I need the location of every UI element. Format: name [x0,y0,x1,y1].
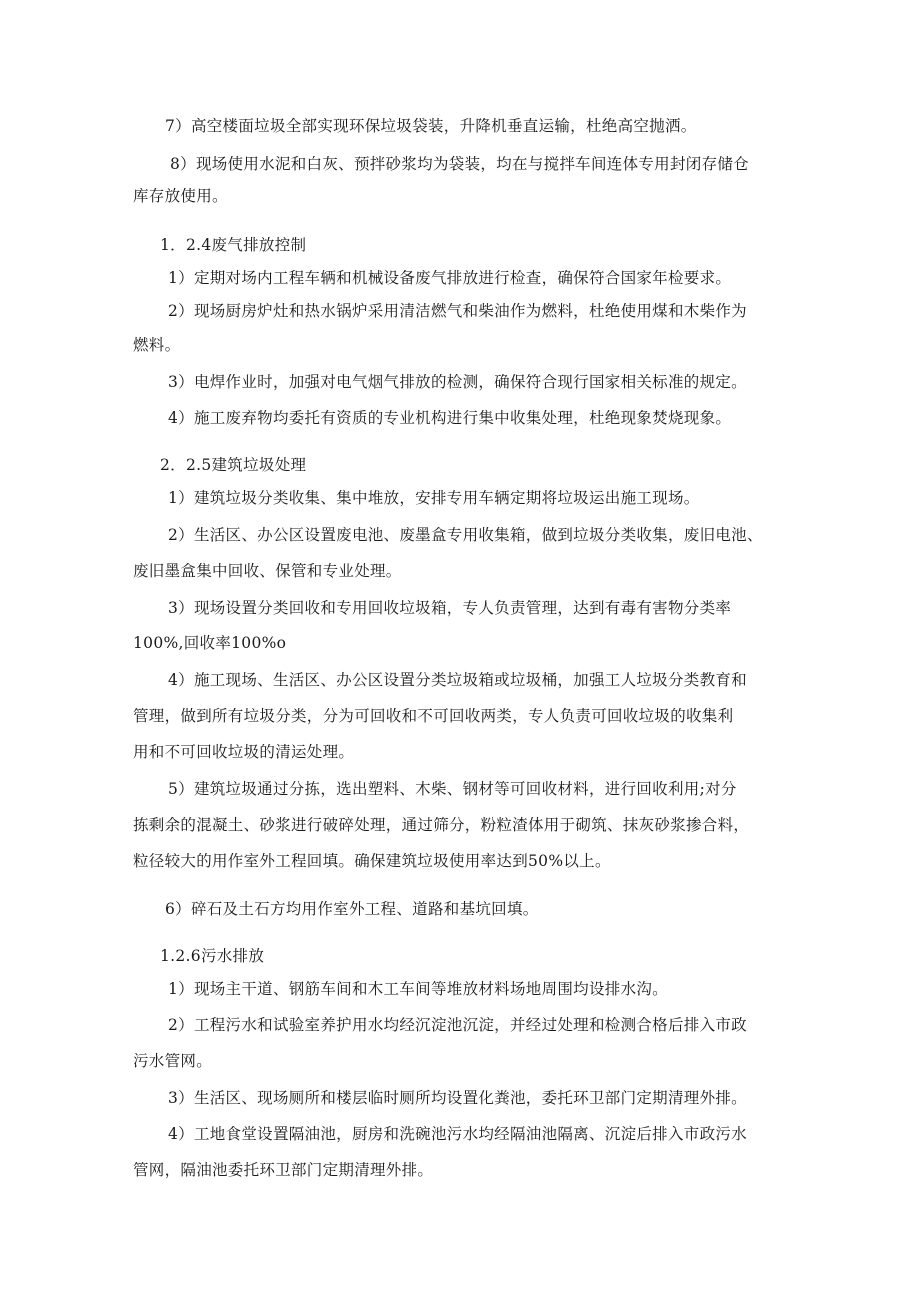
text-line: 8）现场使用水泥和白灰、预拌砂浆均为袋装，均在与搅拌车间连体专用封闭存储仓 [170,155,749,173]
section-heading: 1．2.4废气排放控制 [160,236,307,254]
section-heading: 2．2.5建筑垃圾处理 [160,456,307,474]
text-line: 粒径较大的用作室外工程回填。确保建筑垃圾使用率达到50%以上。 [133,852,611,870]
text-line: 燃料。 [133,336,181,354]
text-line: 6）碎石及土石方均用作室外工程、道路和基坑回填。 [165,900,539,918]
text-line: 2）生活区、办公区设置废电池、废墨盒专用收集箱，做到垃圾分类收集，废旧电池、 [168,526,763,544]
text-line: 污水管网。 [133,1052,213,1070]
text-line: 拣剩余的混凝土、砂浆进行破碎处理，通过筛分，粉粒渣体用于砌筑、抹灰砂浆掺合料， [133,816,750,834]
text-line: 3）电焊作业时，加强对电气烟气排放的检测，确保符合现行国家相关标准的规定。 [168,373,747,391]
section-heading: 1.2.6污水排放 [160,947,265,965]
text-line: 5）建筑垃圾通过分拣，选出塑料、木柴、钢材等可回收材料，进行回收利用;对分 [168,780,737,798]
text-line: 2）现场厨房炉灶和热水锅炉采用清洁燃气和柴油作为燃料，杜绝使用煤和木柴作为 [168,302,747,320]
text-line: 废旧墨盒集中回收、保管和专业处理。 [133,562,402,580]
text-line: 7）高空楼面垃圾全部实现环保垃圾袋装，升降机垂直运输，杜绝高空抛洒。 [165,117,697,135]
text-line: 3）生活区、现场厕所和楼层临时厕所均设置化粪池，委托环卫部门定期清理外排。 [168,1089,747,1107]
text-line: 管网，隔油池委托环卫部门定期清理外排。 [133,1161,434,1179]
text-line: 1）建筑垃圾分类收集、集中堆放，安排专用车辆定期将垃圾运出施工现场。 [168,489,700,507]
text-line: 用和不可回收垃圾的清运处理。 [133,743,355,761]
text-line: 4）施工废弃物均委托有资质的专业机构进行集中收集处理，杜绝现象焚烧现象。 [168,409,732,427]
text-line: 1）定期对场内工程车辆和机械设备废气排放进行检查，确保符合国家年检要求。 [168,269,732,287]
text-line: 3）现场设置分类回收和专用回收垃圾箱，专人负责管理，达到有毒有害物分类率 [168,599,732,617]
text-line: 2）工程污水和试验室养护用水均经沉淀池沉淀，并经过处理和检测合格后排入市政 [168,1016,747,1034]
text-line: 4）工地食堂设置隔油池，厨房和洗碗池污水均经隔油池隔离、沉淀后排入市政污水 [168,1125,747,1143]
text-line: 管理，做到所有垃圾分类，分为可回收和不可回收两类，专人负责可回收垃圾的收集利 [133,707,734,725]
text-line: 1）现场主干道、钢筋车间和木工车间等堆放材料场地周围均设排水沟。 [168,980,668,998]
text-line: 4）施工现场、生活区、办公区设置分类垃圾箱或垃圾桶，加强工人垃圾分类教育和 [168,671,747,689]
text-line: 库存放使用。 [133,187,228,205]
text-line: 100%,回收率100%o [133,634,287,652]
